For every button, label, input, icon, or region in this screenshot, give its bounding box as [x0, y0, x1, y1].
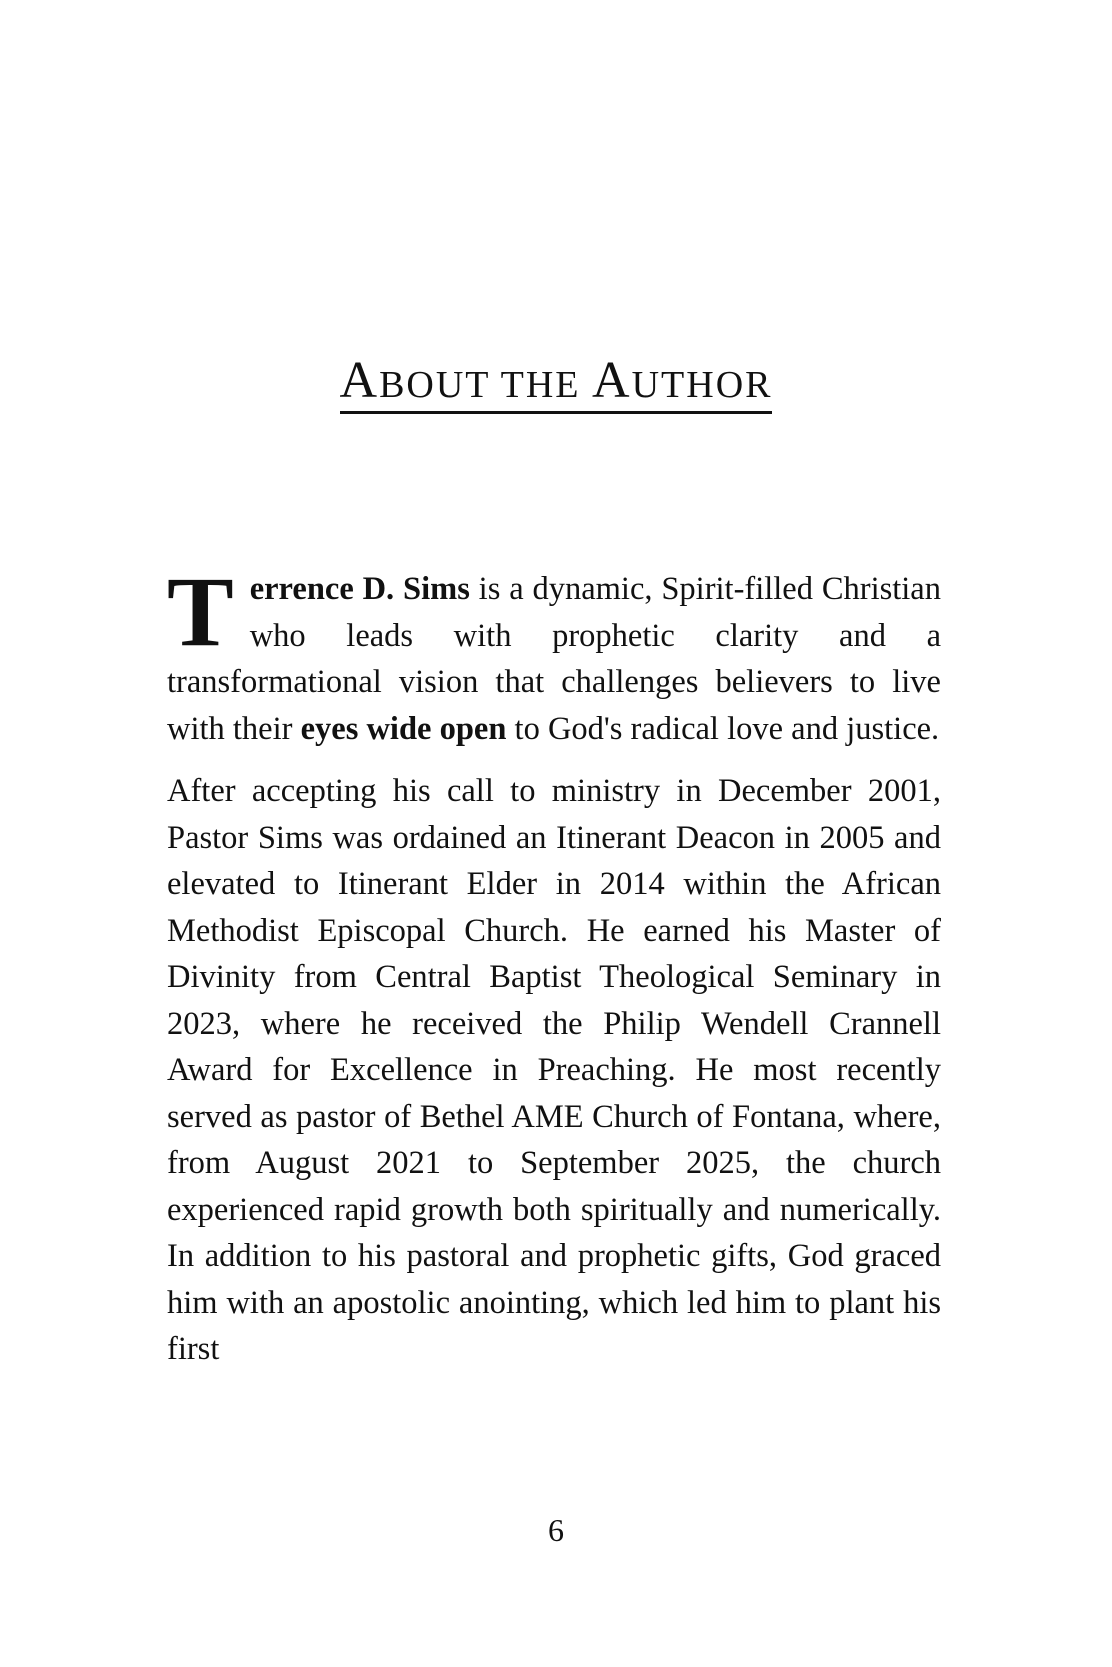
title-word-author-rest: UTHOR [631, 364, 773, 406]
title-initial-a: A [339, 352, 380, 409]
bio-paragraph-1 [167, 556, 941, 752]
title-text [339, 352, 773, 414]
title-word-about-rest: BOUT [379, 364, 501, 406]
bio-paragraph-2: After accepting his call to ministry in December 2001, Pastor Sims was ordained an Itinerant Deacon in 2005 and elevated to Itinerant Elder in 2014 within the African Methodist Episcopal Church. He earned his Master of Divinity from Central Baptist Theological Seminary in 2023, where he received the Philip Wendell Crannell Award for Excellence in Preaching. He most recently served as pastor of Bethel AME Church of Fontana, where, from August 2021 to September 2025, the church experienced rapid growth both spiritually and numerically. In addition to his pastoral and prophetic gifts, God graced him with an apostolic anointing, which led him to plant his first [167, 773, 941, 1367]
paragraph-1-text: is a dynamic, Spirit-filled Christian who leads with prophetic clarity and a transformational vision that challenges believers to live with their [167, 571, 941, 747]
drop-cap: T [167, 556, 234, 667]
emphasis-eyes-wide-open: eyes wide open [300, 710, 507, 747]
author-bio [167, 556, 941, 1373]
title-initial-author: A [592, 352, 632, 409]
page-title [0, 352, 1112, 414]
paragraph-1-ending: to God's radical love and justice. [506, 710, 940, 747]
page-number: 6 [548, 1512, 564, 1548]
title-word-the: THE [500, 364, 593, 406]
author-name: errence D. Sims [249, 571, 470, 607]
